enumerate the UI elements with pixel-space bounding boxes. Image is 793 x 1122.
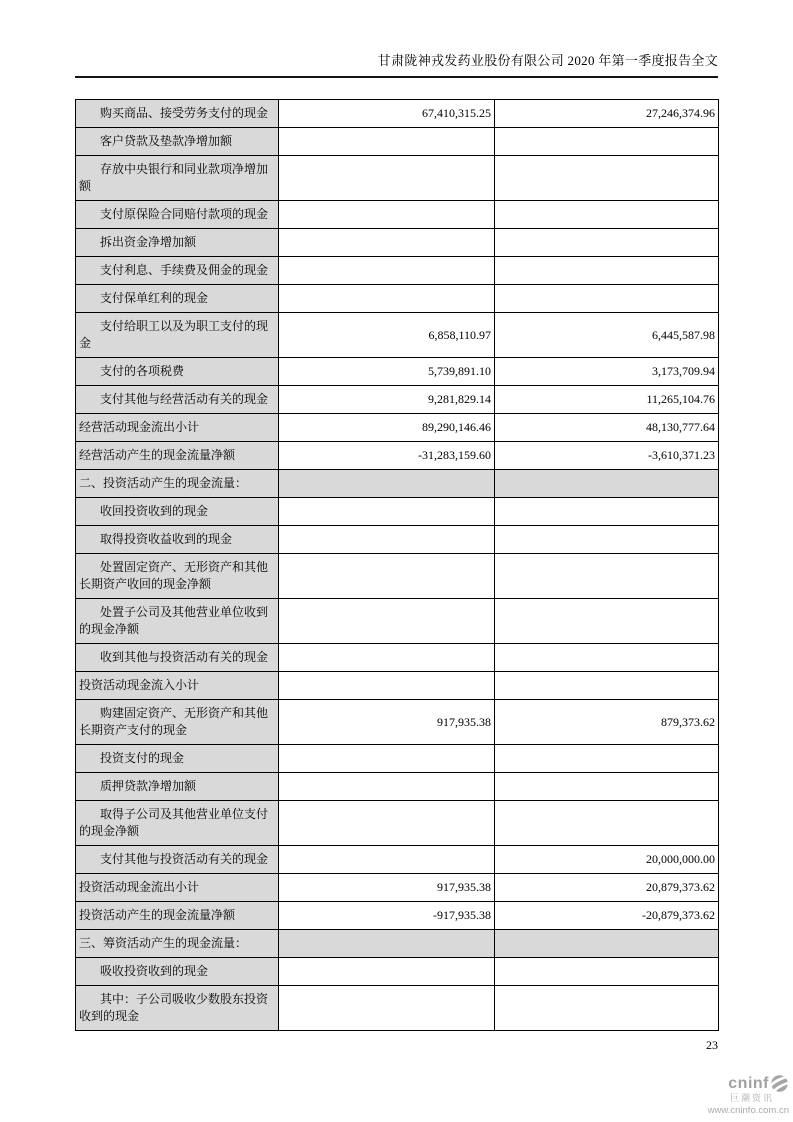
value-prior-period: -20,879,373.62 [495,902,719,930]
value-current-period [279,930,495,958]
cash-flow-table [75,99,719,1031]
value-prior-period: 27,246,374.96 [495,100,719,128]
table-row [76,745,719,773]
value-prior-period [495,599,719,644]
row-label: 支付其他与投资活动有关的现金 [76,846,279,874]
value-current-period: 6,858,110.97 [279,313,495,358]
cninfo-logo-text: cninf [728,1074,769,1092]
row-label: 处置子公司及其他营业单位收到的现金净额 [76,599,279,644]
value-prior-period [495,554,719,599]
value-prior-period: 879,373.62 [495,700,719,745]
table-row [76,201,719,229]
value-prior-period [495,285,719,313]
value-current-period [279,554,495,599]
table-row [76,156,719,201]
value-current-period [279,599,495,644]
page-header-title: 甘肃陇神戎发药业股份有限公司 2020 年第一季度报告全文 [377,53,718,68]
value-prior-period [495,773,719,801]
row-label: 购买商品、接受劳务支付的现金 [76,100,279,128]
row-label: 投资活动现金流入小计 [76,672,279,700]
value-current-period: -31,283,159.60 [279,442,495,470]
value-prior-period [495,801,719,846]
value-prior-period: -3,610,371.23 [495,442,719,470]
table-row [76,801,719,846]
cninfo-logo [685,1074,789,1116]
cash-flow-table-body [76,100,719,1031]
row-label: 支付其他与经营活动有关的现金 [76,386,279,414]
row-label: 其中：子公司吸收少数股东投资收到的现金 [76,986,279,1031]
row-label: 三、筹资活动产生的现金流量： [76,930,279,958]
table-row [76,846,719,874]
page-number: 23 [706,1038,718,1052]
table-row [76,958,719,986]
value-prior-period [495,257,719,285]
value-current-period: 917,935.38 [279,700,495,745]
table-row [76,498,719,526]
table-row [76,773,719,801]
value-prior-period [495,526,719,554]
section-row [76,470,719,498]
table-row [76,442,719,470]
row-label: 拆出资金净增加额 [76,229,279,257]
value-current-period: -917,935.38 [279,902,495,930]
row-label: 投资活动现金流出小计 [76,874,279,902]
value-current-period [279,801,495,846]
row-label: 收到其他与投资活动有关的现金 [76,644,279,672]
value-prior-period [495,201,719,229]
page-header [75,50,718,78]
value-prior-period: 3,173,709.94 [495,358,719,386]
value-current-period [279,257,495,285]
table-row [76,526,719,554]
value-prior-period [495,470,719,498]
table-row [76,672,719,700]
value-prior-period: 11,265,104.76 [495,386,719,414]
value-prior-period [495,498,719,526]
table-row [76,554,719,599]
table-row [76,313,719,358]
value-current-period: 89,290,146.46 [279,414,495,442]
table-row [76,414,719,442]
row-label: 支付保单红利的现金 [76,285,279,313]
value-prior-period: 20,000,000.00 [495,846,719,874]
value-current-period [279,156,495,201]
row-label: 购建固定资产、无形资产和其他长期资产支付的现金 [76,700,279,745]
value-prior-period: 48,130,777.64 [495,414,719,442]
value-prior-period [495,644,719,672]
table-row [76,100,719,128]
table-row [76,700,719,745]
row-label: 处置固定资产、无形资产和其他长期资产收回的现金净额 [76,554,279,599]
value-current-period [279,201,495,229]
row-label: 质押贷款净增加额 [76,773,279,801]
table-row [76,229,719,257]
table-row [76,386,719,414]
value-current-period [279,498,495,526]
row-label: 投资活动产生的现金流量净额 [76,902,279,930]
table-row [76,986,719,1031]
value-prior-period [495,156,719,201]
row-label: 支付利息、手续费及佣金的现金 [76,257,279,285]
row-label: 经营活动现金流出小计 [76,414,279,442]
value-current-period [279,285,495,313]
table-row [76,257,719,285]
value-current-period: 67,410,315.25 [279,100,495,128]
row-label: 投资支付的现金 [76,745,279,773]
value-current-period [279,745,495,773]
value-prior-period [495,745,719,773]
row-label: 二、投资活动产生的现金流量： [76,470,279,498]
section-row [76,930,719,958]
value-current-period: 5,739,891.10 [279,358,495,386]
table-row [76,128,719,156]
value-current-period [279,986,495,1031]
value-current-period [279,846,495,874]
value-current-period [279,773,495,801]
value-prior-period [495,672,719,700]
value-prior-period [495,958,719,986]
value-prior-period [495,128,719,156]
value-current-period: 9,281,829.14 [279,386,495,414]
row-label: 吸收投资收到的现金 [76,958,279,986]
table-row [76,902,719,930]
table-row [76,358,719,386]
value-prior-period: 20,879,373.62 [495,874,719,902]
row-label: 支付给职工以及为职工支付的现金 [76,313,279,358]
table-row [76,874,719,902]
value-current-period [279,644,495,672]
value-current-period [279,672,495,700]
value-current-period [279,470,495,498]
value-current-period [279,128,495,156]
cninfo-logo-subtitle: 巨潮资讯 [729,1093,774,1103]
value-prior-period [495,229,719,257]
row-label: 收回投资收到的现金 [76,498,279,526]
row-label: 经营活动产生的现金流量净额 [76,442,279,470]
row-label: 存放中央银行和同业款项净增加额 [76,156,279,201]
value-current-period [279,958,495,986]
value-prior-period [495,930,719,958]
table-row [76,644,719,672]
row-label: 客户贷款及垫款净增加额 [76,128,279,156]
row-label: 支付原保险合同赔付款项的现金 [76,201,279,229]
value-prior-period [495,986,719,1031]
value-current-period [279,229,495,257]
table-row [76,285,719,313]
row-label: 支付的各项税费 [76,358,279,386]
value-prior-period: 6,445,587.98 [495,313,719,358]
row-label: 取得子公司及其他营业单位支付的现金净额 [76,801,279,846]
value-current-period [279,526,495,554]
cninfo-logo-url: www.cninfo.com.cn [707,1105,789,1116]
value-current-period: 917,935.38 [279,874,495,902]
row-label: 取得投资收益收到的现金 [76,526,279,554]
table-row [76,599,719,644]
